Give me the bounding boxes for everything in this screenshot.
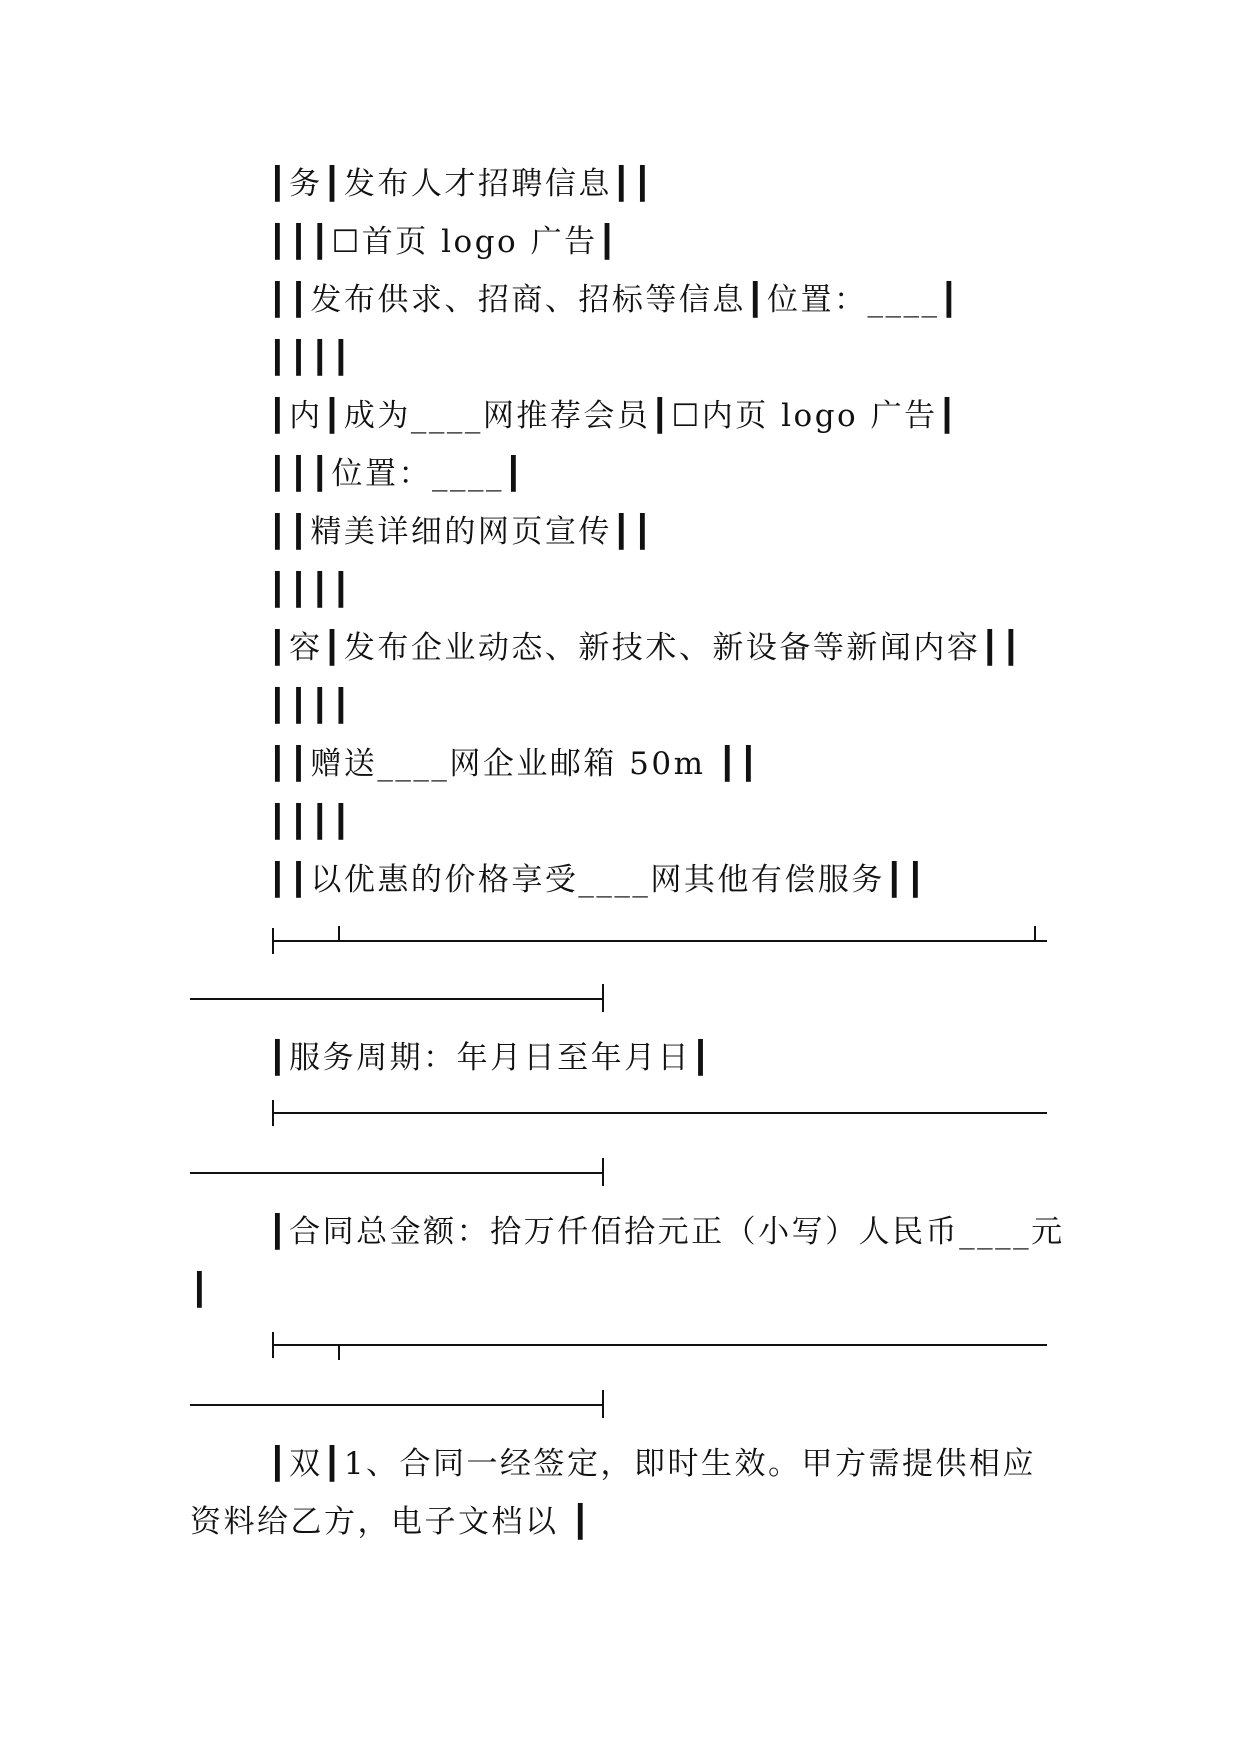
table-row-4: ┃┃┃┃ (268, 340, 353, 376)
table-row-5: ┃内┃成为____网推荐会员┃☐内页 logo 广告┃ (268, 398, 959, 434)
table-row-13: ┃┃以优惠的价格享受____网其他有偿服务┃┃ (268, 862, 928, 898)
contract-total-amount: ┃合同总金额：拾万仟佰拾元正（小写）人民币____元 (268, 1214, 1065, 1250)
table-row-6: ┃┃┃位置：____┃ (268, 456, 526, 492)
table-row-10: ┃┃┃┃ (268, 688, 353, 724)
table-row-8: ┃┃┃┃ (268, 572, 353, 608)
service-period: ┃服务周期：年月日至年月日┃ (268, 1040, 713, 1076)
table-row-1: ┃务┃发布人才招聘信息┃┃ (268, 166, 655, 202)
table-row-2: ┃┃┃☐首页 logo 广告┃ (268, 224, 619, 260)
table-row-7: ┃┃精美详细的网页宣传┃┃ (268, 514, 655, 550)
contract-total-amount-end: ┃ (190, 1272, 212, 1308)
table-row-3: ┃┃发布供求、招商、招标等信息┃位置：____┃ (268, 282, 961, 318)
table-row-12: ┃┃┃┃ (268, 804, 353, 840)
table-row-9: ┃容┃发布企业动态、新技术、新设备等新闻内容┃┃ (268, 630, 1023, 666)
contract-terms-line-1: ┃双┃1、合同一经签定，即时生效。甲方需提供相应 (268, 1446, 1037, 1482)
table-row-11: ┃┃赠送____网企业邮箱 50m ┃┃ (268, 746, 761, 782)
contract-terms-line-2: 资料给乙方，电子文档以 ┃ (190, 1504, 593, 1540)
